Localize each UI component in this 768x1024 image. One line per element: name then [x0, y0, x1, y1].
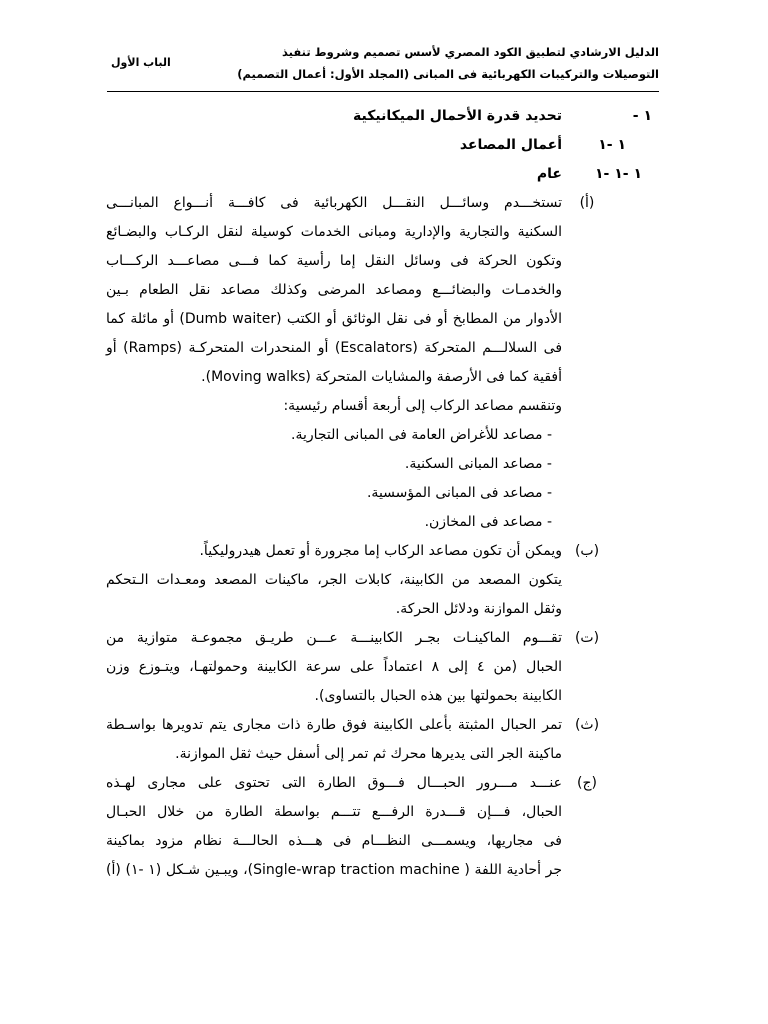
paragraph-a-last-line: أفقية كما فى الأرصفة والمشايات المتحركة (Moving walks). — [201, 369, 562, 385]
header-title-line2: التوصيلات والتركيبات الكهربائية فى المبانى (المجلد الأول: أعمال التصميم) — [237, 67, 659, 81]
chapter-label: الباب الأول — [111, 56, 171, 69]
header-title-line1: الدليل الارشادي لتطبيق الكود المصري لأسس تصميم وشروط تنفيذ — [282, 45, 659, 59]
paragraph-th-last-line: ماكينة الجر التى يديرها محرك ثم تمر إلى أسفل حيث ثقل الموازنة. — [175, 746, 562, 762]
page-header — [107, 36, 659, 92]
paragraph-j-line: عنـــد مـــرور الحبـــال فـــوق الطارة التى تحتوى على مجارى لهـذه — [106, 775, 562, 791]
section-number: ١ - — [632, 108, 652, 124]
paragraph-a-line: وتكون الحركة فى وسائل النقل إما رأسية كما فـــى مصاعـــد الركـــاب — [106, 253, 562, 269]
subsection-title: أعمال المصاعد — [459, 137, 562, 153]
item-label-b: (ب) — [574, 543, 600, 559]
item-label-j: (ج) — [577, 775, 597, 791]
item-label-th: (ث) — [574, 717, 600, 733]
paragraph-b-line: ويمكن أن تكون مصاعد الركاب إما مجرورة أو تعمل هيدروليكياً. — [199, 543, 562, 559]
paragraph-a-line: والخدمـات والبضائـــع ومصاعد المرضى وكذلك مصاعد نقل الطعام بـين — [106, 282, 562, 298]
paragraph-t-last-line: الكابينة بحمولتها بين هذه الحبال بالتساوى). — [314, 688, 562, 704]
paragraph-a-line: تستخـــدم وسائـــل النقـــل الكهربائية فى كافـــة أنـــواع المبانـــى — [106, 195, 562, 211]
paragraph-j-line: فى مجاريها، ويسمـــى النظـــام فى هـــذه الحالـــة نظام مزود بماكينة — [106, 833, 562, 849]
passenger-elevators-intro: وتنقسم مصاعد الركاب إلى أربعة أقسام رئيسية: — [283, 398, 562, 414]
paragraph-t-line: تقـــوم الماكينـات بجـر الكابينـــة عـــن طريـق مجموعـة متوازية من — [106, 630, 562, 646]
paragraph-t-line: الحبال (من ٤ إلى ٨ اعتماداً على سرعة الكابينة وحمولتهـا، ويتـوزع وزن — [106, 659, 563, 675]
subsubsection-title: عام — [536, 166, 562, 182]
list-item: - مصاعد فى المخازن. — [424, 514, 552, 530]
paragraph-a-line: الأدوار من المطابخ أو فى نقل الوثائق أو الكتب (Dumb waiter) أو مائلة كما — [106, 311, 562, 327]
list-item: - مصاعد فى المبانى المؤسسية. — [366, 485, 552, 501]
list-item: - مصاعد للأغراض العامة فى المبانى التجارية. — [291, 427, 552, 443]
item-label-t: (ت) — [574, 630, 600, 646]
subsection-number: ١ -١ — [598, 137, 626, 153]
item-label-a: (أ) — [579, 195, 595, 211]
paragraph-j-line: جر أحادية اللفة ( Single-wrap traction machine)، ويبـين شـكل (١ -١) (أ) — [106, 862, 563, 878]
paragraph-b-last-line: وثقل الموازنة ودلائل الحركة. — [395, 601, 562, 617]
paragraph-j-line: الحبال، فـــإن قـــدرة الرفـــع تتـــم بواسطة الطارة من خلال الحبـال — [106, 804, 562, 820]
section-title: تحديد قدرة الأحمال الميكانيكية — [353, 108, 562, 124]
paragraph-a-line: فى السلالـــم المتحركة (Escalators) أو المنحدرات المتحركـة (Ramps) أو — [106, 340, 563, 356]
paragraph-b-line: يتكون المصعد من الكابينة، كابلات الجر، ماكينات المصعد ومعـدات الـتحكم — [106, 572, 562, 588]
list-item: - مصاعد المبانى السكنية. — [404, 456, 552, 472]
paragraph-a-line: السكنية والتجارية والإدارية ومبانى الخدمات كوسيلة لنقل الركـاب والبضـائع — [106, 224, 562, 240]
paragraph-th-line: تمر الحبال المثبتة بأعلى الكابينة فوق طارة ذات مجارى يتم تدويرها بواسـطة — [106, 717, 562, 733]
subsubsection-number: ١ -١ -١ — [594, 166, 642, 182]
